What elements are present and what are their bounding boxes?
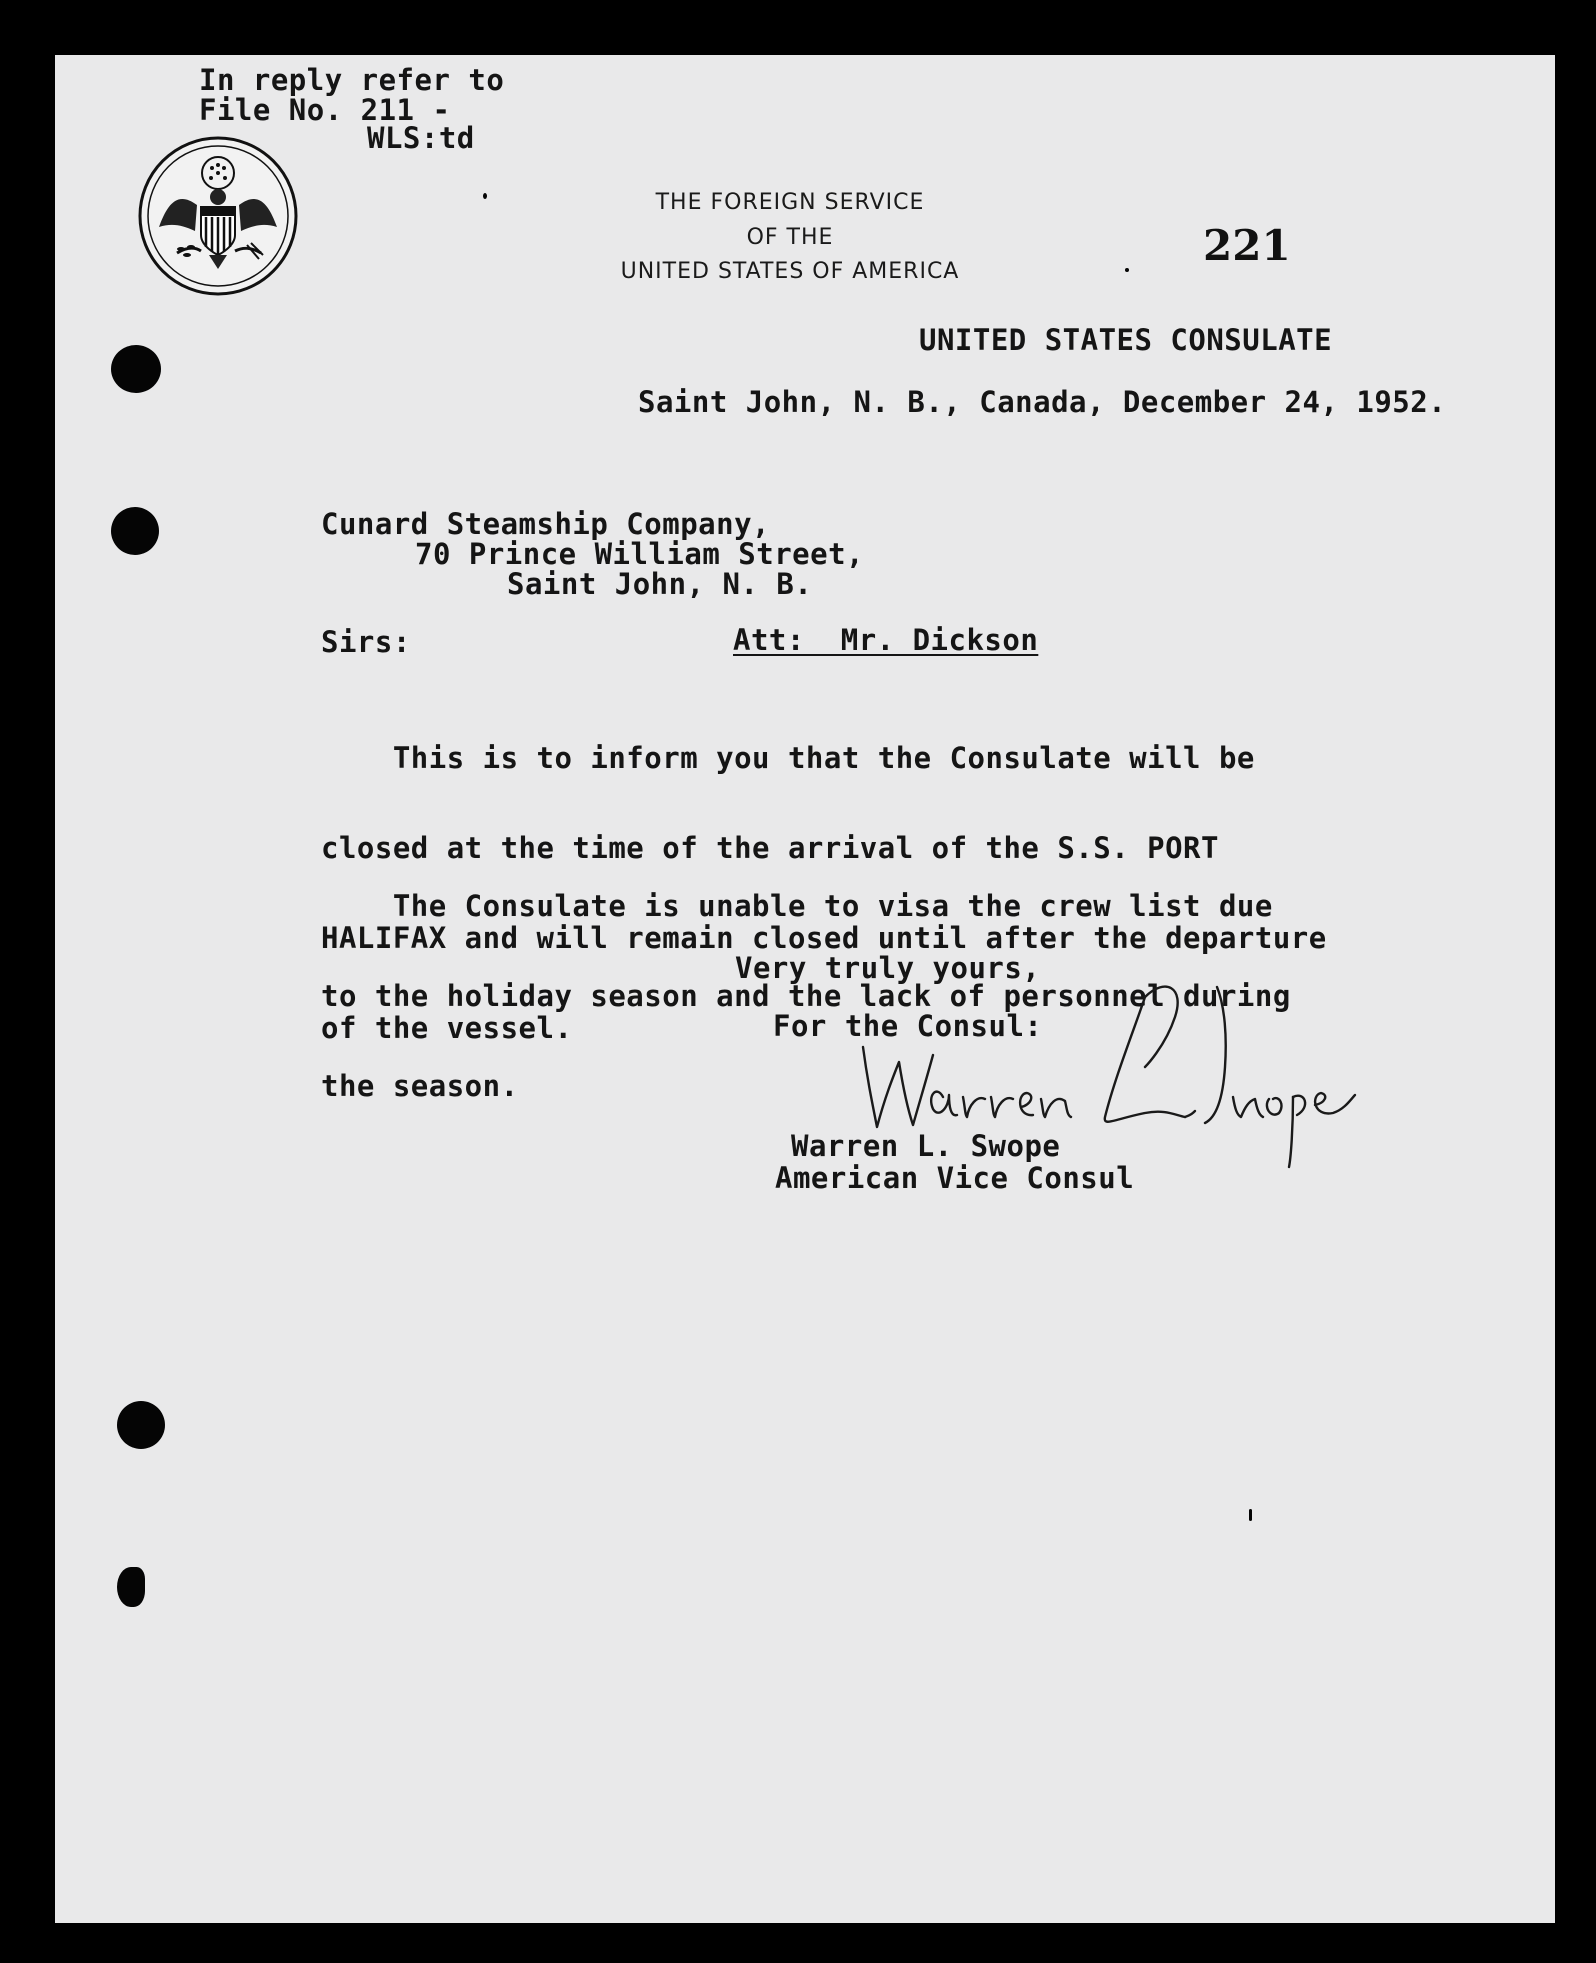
punch-hole xyxy=(111,507,159,555)
body-line: HALIFAX and will remain closed until after the departure xyxy=(321,921,1327,955)
salutation: Sirs: xyxy=(321,625,411,659)
foreign-service-line-2: OF THE xyxy=(746,225,834,250)
great-seal-eagle-icon xyxy=(137,135,299,297)
reply-reference-line-2: File No. 211 - xyxy=(199,93,451,127)
body-line: closed at the time of the arrival of the S.S. PORT xyxy=(321,831,1219,865)
place-and-date: Saint John, N. B., Canada, December 24, 1952. xyxy=(638,385,1447,419)
body-line: The Consulate is unable to visa the crew list due xyxy=(321,889,1273,923)
punch-hole xyxy=(117,1401,165,1449)
foreign-service-line-3: UNITED STATES OF AMERICA xyxy=(620,259,960,284)
reply-reference-line-1: In reply refer to xyxy=(199,63,505,97)
complimentary-close: Very truly yours, xyxy=(735,951,1041,985)
body-line: This is to inform you that the Consulate will be xyxy=(321,741,1255,775)
for-the-consul: For the Consul: xyxy=(773,1009,1043,1043)
ink-speck xyxy=(1249,1509,1252,1521)
ink-speck xyxy=(483,193,487,199)
page-number-stamp: 221 xyxy=(1203,221,1291,270)
punch-hole xyxy=(117,1567,145,1607)
recipient-city: Saint John, N. B. xyxy=(507,567,813,601)
body-line: the season. xyxy=(321,1069,519,1103)
reply-reference-line-3: WLS:td xyxy=(367,121,475,155)
body-line: of the vessel. xyxy=(321,1011,573,1045)
attention-line: Att: Mr. Dickson xyxy=(733,623,1039,657)
foreign-service-line-1: THE FOREIGN SERVICE xyxy=(655,190,925,215)
office-name: UNITED STATES CONSULATE xyxy=(919,323,1333,357)
punch-hole xyxy=(111,345,161,393)
recipient-company: Cunard Steamship Company, xyxy=(321,507,770,541)
ink-speck xyxy=(1125,268,1129,272)
signer-title: American Vice Consul xyxy=(775,1161,1135,1195)
letter-page xyxy=(55,55,1555,1923)
body-line: to the holiday season and the lack of personnel during xyxy=(321,979,1291,1013)
signer-name: Warren L. Swope xyxy=(791,1129,1061,1163)
recipient-street: 70 Prince William Street, xyxy=(415,537,864,571)
